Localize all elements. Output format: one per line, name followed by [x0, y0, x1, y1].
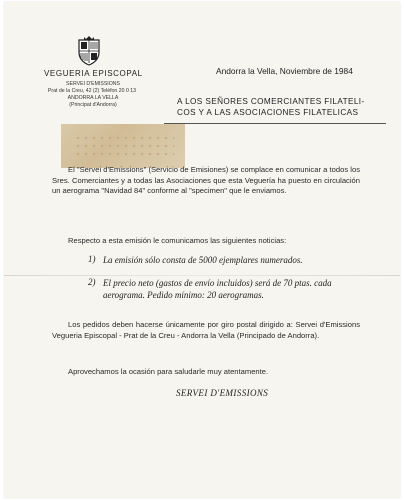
paragraph-intro: El "Servei d'Emissions" (Servicio de Emisiones) se complace en comunicar a todos los Sres. Comerciantes y a todas las Asociaciones que esta Veguería ha puesto en circulación un aerograma "Navidad 84" conforme al "specimen" que le enviamos.: [52, 165, 360, 195]
org-country: (Principat d'Andorra): [69, 102, 117, 108]
paper-fold-line: [4, 275, 400, 276]
letter-date: Andorra la Vella, Noviembre de 1984: [216, 66, 353, 76]
andorra-coat-of-arms-icon: [76, 36, 102, 66]
recipients-underline: [164, 123, 386, 124]
org-name: VEGUERIA EPISCOPAL: [44, 69, 143, 78]
org-city: ANDORRA LA VELLA: [67, 95, 119, 101]
paragraph-closing: Aprovechamos la ocasión para saludarle muy atentamente.: [68, 367, 269, 376]
paragraph-notices: Respecto a esta emisión le comunicamos las siguientes noticias:: [68, 236, 287, 245]
paragraph-orders: Los pedidos deben hacerse únicamente por giro postal dirigido a: Servei d'Emissions Vegueria Episcopal - Prat de la Creu - Andorra la Vella (Principado de Andorra).: [52, 320, 360, 340]
signature: SERVEI D'EMISSIONS: [176, 388, 269, 398]
org-department: SERVEI D'EMISSIONS: [66, 81, 120, 87]
list-item-number: 2): [88, 277, 96, 287]
stamp-texture: [74, 134, 174, 158]
letter-page: [4, 2, 400, 498]
org-address: Prat de la Creu, 42 (2) Telèfon 20 0 13: [47, 88, 137, 94]
list-item-number: 1): [88, 254, 96, 264]
list-item-text: El precio neto (gastos de envío incluidos) será de 70 ptas. cada aerograma. Pedido mínimo: 20 aerogramas.: [103, 278, 332, 300]
list-item-text: La emisión sólo consta de 5000 ejemplares numerados.: [103, 255, 303, 265]
recipients-heading: A LOS SEÑORES COMERCIANTES FILATELI- COS Y A LAS ASOCIACIONES FILATELICAS: [177, 97, 365, 117]
